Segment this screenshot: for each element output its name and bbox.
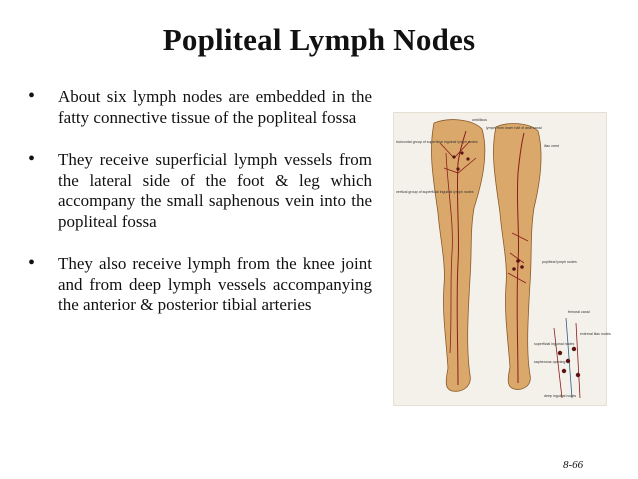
bullet-item (28, 254, 372, 316)
label-umbilicus: umbilicus (472, 118, 487, 122)
bullet-icon: • (28, 252, 36, 274)
label-saphenous-opening: saphenous opening (534, 360, 566, 364)
bullet-text: About six lymph nodes are embedded in the fatty connective tissue of the popliteal fossa (58, 87, 372, 127)
bullet-icon: • (28, 148, 36, 170)
bullet-list (28, 87, 372, 338)
label-popliteal: popliteal lymph nodes (542, 260, 577, 264)
bullet-item (28, 87, 372, 128)
lymph-anatomy-figure (393, 112, 611, 406)
label-femoral-canal: femoral canal (568, 310, 590, 314)
label-vertical-group: vertical group of superficial inguinal lymph nodes (396, 190, 474, 194)
lymph-node (460, 151, 463, 154)
lymph-node (466, 157, 469, 160)
label-superficial-inguinal: superficial inguinal nodes (534, 342, 575, 346)
lymph-node (512, 267, 516, 271)
label-horizontal-group: horizontal group of superficial inguinal lymph nodes (396, 140, 478, 144)
slide-number: 8-66 (563, 459, 584, 471)
slide-title: Popliteal Lymph Nodes (162, 22, 476, 57)
bullet-text: They receive superficial lymph vessels from the lateral side of the foot & leg which accompany the small saphenous vein into the popliteal fossa (58, 150, 372, 231)
inset-diagram (554, 318, 580, 398)
lymph-node (520, 265, 524, 269)
label-lymph-lower: lymph from lower half of anal canal (486, 126, 542, 130)
bullet-icon: • (28, 85, 36, 107)
bullet-text: They also receive lymph from the knee joint and from deep lymph vessels accompanying the anterior & posterior tibial arteries (58, 254, 372, 314)
lymph-node (456, 167, 459, 170)
lymph-node (516, 259, 520, 263)
bullet-item (28, 150, 372, 232)
label-iliac-crest: iliac crest (544, 144, 559, 148)
leg-illustration (394, 113, 611, 405)
label-deep-inguinal: deep inguinal nodes (544, 394, 577, 398)
lymph-node (452, 155, 455, 158)
label-external-iliac: external iliac nodes (580, 332, 611, 336)
